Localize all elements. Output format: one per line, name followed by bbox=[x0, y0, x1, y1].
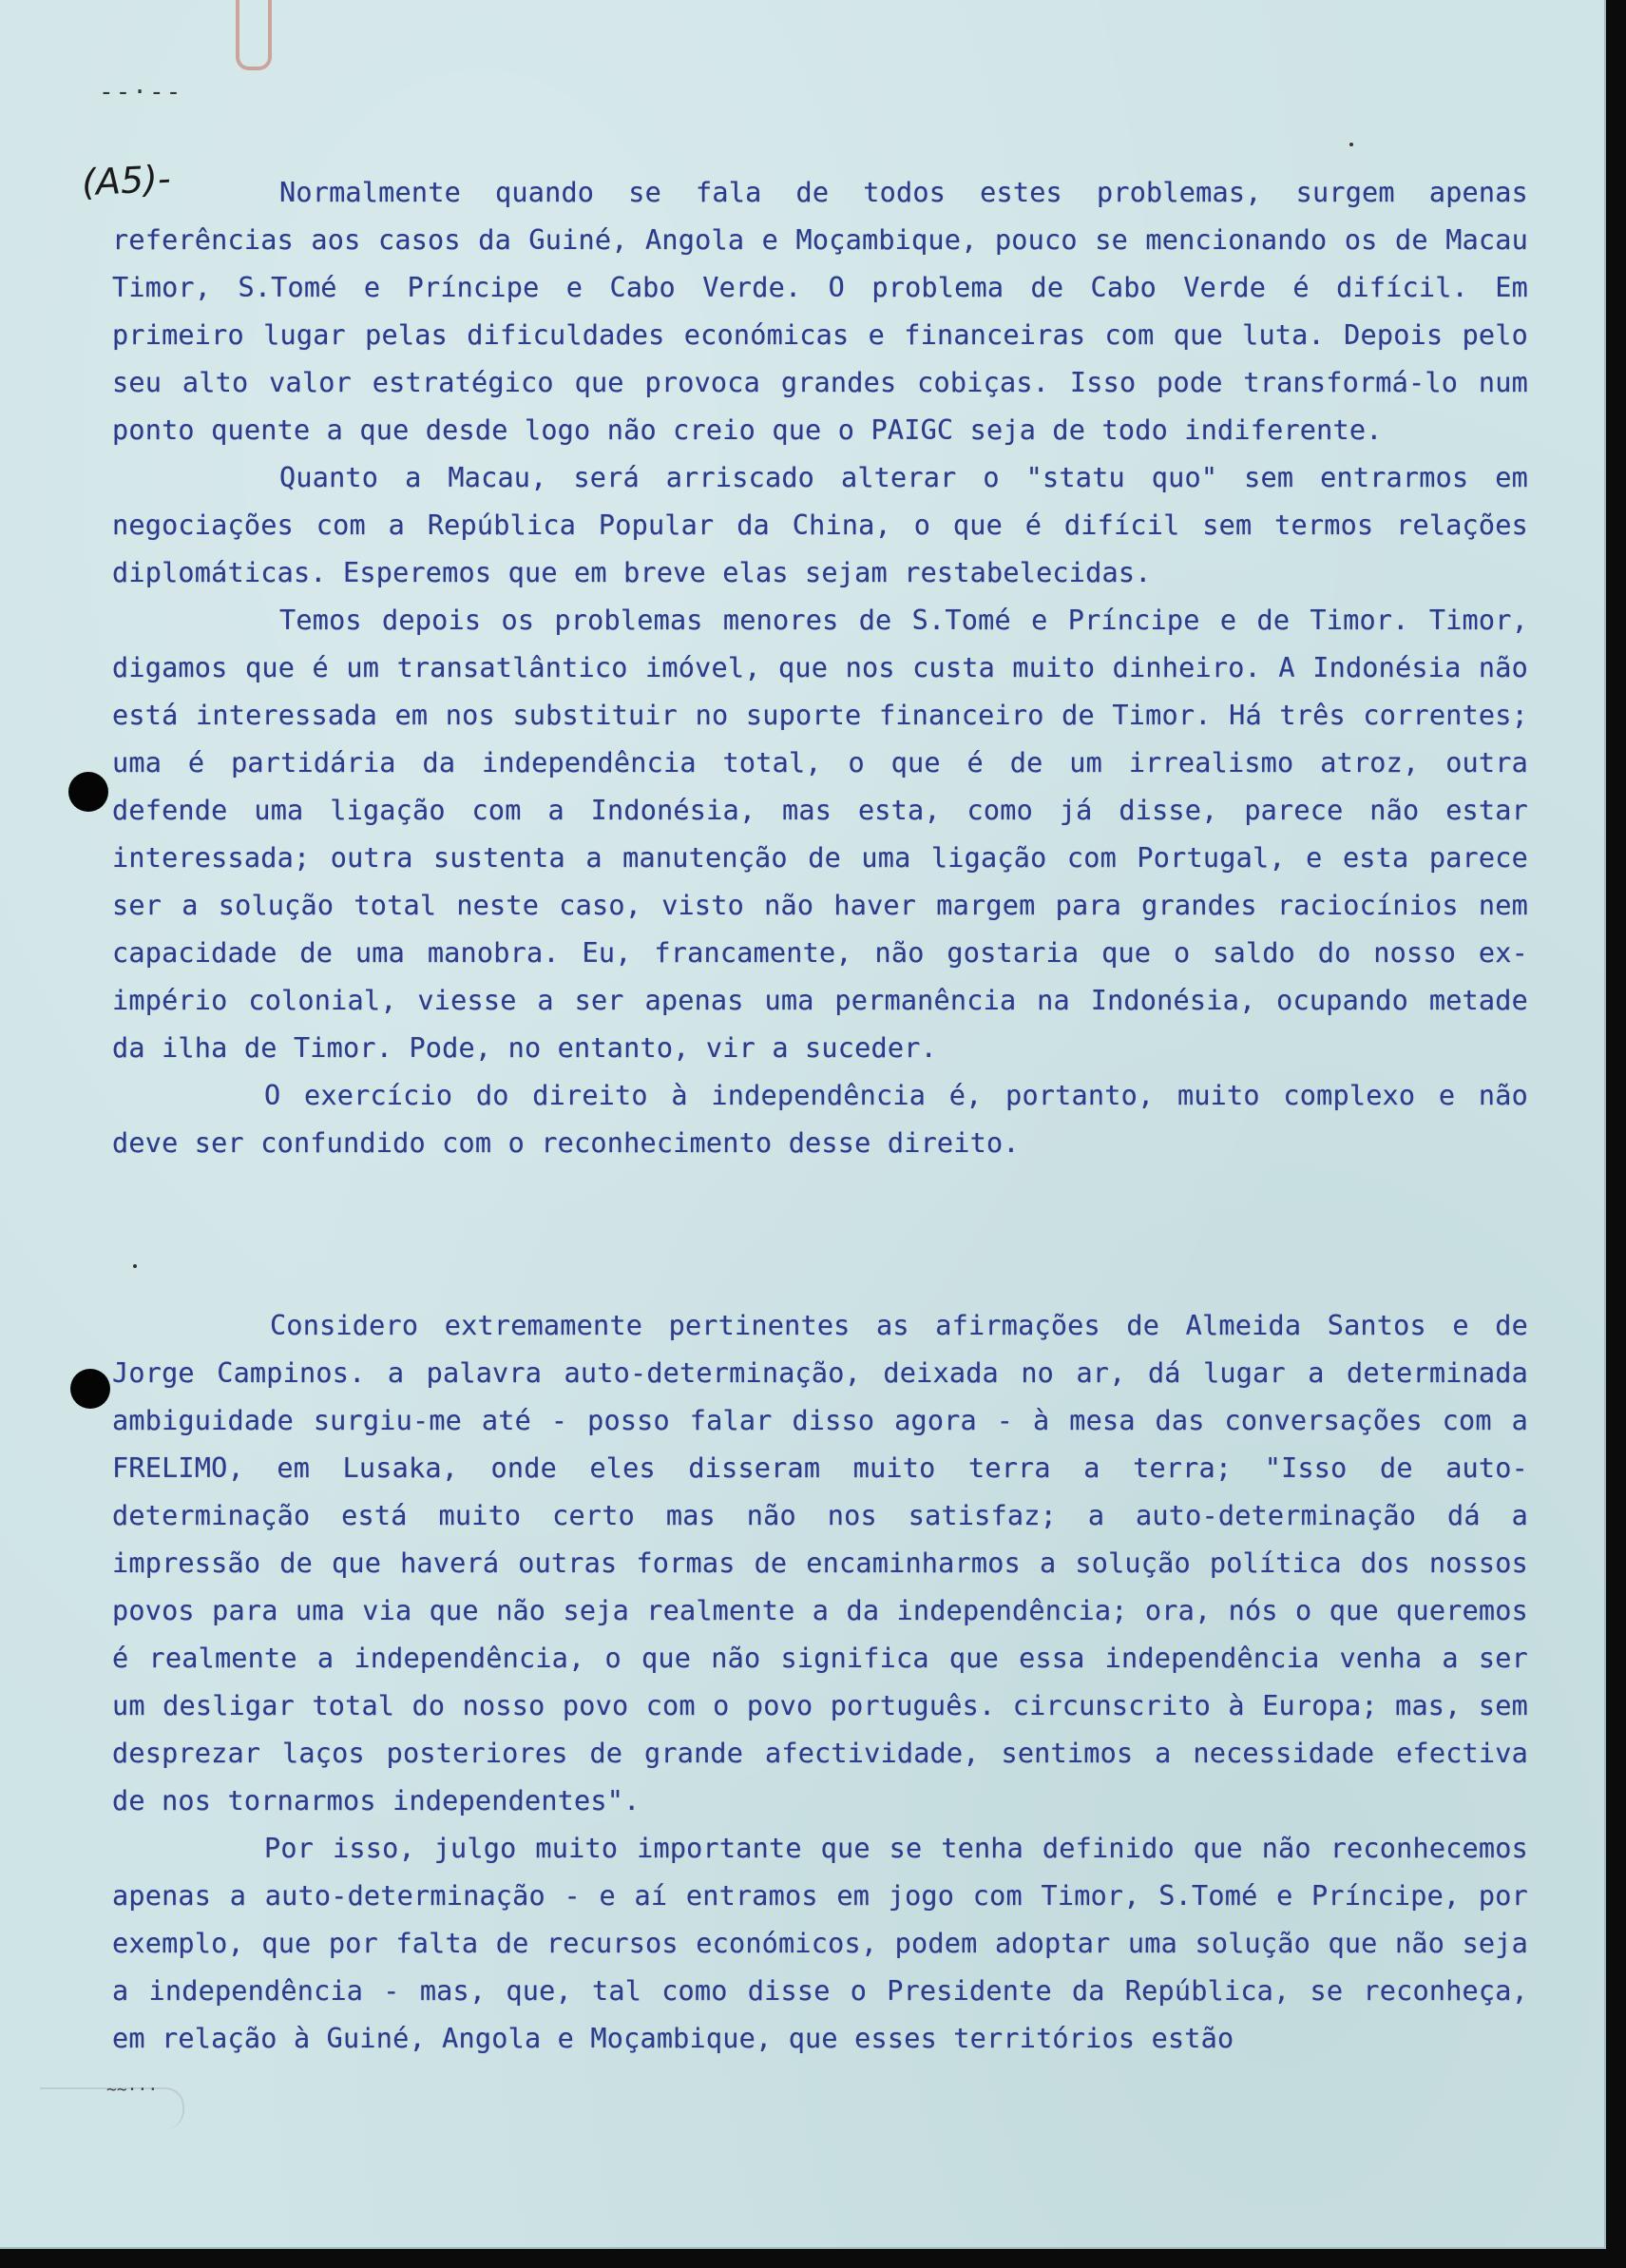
punch-hole bbox=[70, 1369, 110, 1409]
ink-speck bbox=[1349, 143, 1353, 146]
ink-speck bbox=[133, 1264, 137, 1268]
bottom-dash-mark: ~~··· bbox=[106, 2080, 159, 2100]
paragraph-2: Quanto a Macau, será arriscado alterar o "statu quo" sem entrarmos em negociações com a República Popular da China, o que é difícil sem termos relações diplomáticas. Esperemos que em breve elas sejam restabelecidas. bbox=[112, 462, 1528, 588]
typed-section-1 bbox=[112, 169, 1528, 1167]
handwritten-page-annotation: (A5)- bbox=[80, 157, 172, 204]
paragraph-5: Considero extremamente pertinentes as afirmações de Almeida Santos e de Jorge Campinos. a palavra auto-determinação, deixada no ar, dá lugar a determinada ambiguidade surgiu-me até - posso falar disso agora - à mesa das conversações com a FRELIMO, em Lusaka, onde eles disseram muito terra a terra; "Isso de auto-determinação está muito certo mas não nos satisfaz; a auto-determinação dá a impressão de que haverá outras formas de encaminharmos a solução política dos nossos povos para uma via que não seja realmente a da independência; ora, nós o que queremos é realmente a independência, o que não significa que essa independência venha a ser um desligar total do nosso povo com o povo português. circunscrito à Europa; mas, sem desprezar laços posteriores de grande afectividade, sentimos a necessidade efectiva de nos tornarmos independentes". bbox=[112, 1310, 1528, 1816]
paragraph-6: Por isso, julgo muito importante que se tenha definido que não reconhecemos apenas a auto-determinação - e aí entramos em jogo com Timor, S.Tomé e Príncipe, por exemplo, que por falta de recursos económicos, podem adoptar uma solução que não seja a independência - mas, que, tal como disse o Presidente da República, se reconheça, em relação à Guiné, Angola e Moçambique, que esses territórios estão bbox=[112, 1833, 1528, 2054]
red-ink-mark bbox=[236, 0, 272, 70]
top-dash-mark: --·-- bbox=[99, 78, 183, 106]
typed-section-2 bbox=[112, 1302, 1528, 2063]
paragraph-1: Normalmente quando se fala de todos estes problemas, surgem apenas referências aos casos da Guiné, Angola e Moçambique, pouco se mencionando os de Macau Timor, S.Tomé e Príncipe e Cabo Verde. O problema de Cabo Verde é difícil. Em primeiro lugar pelas dificuldades económicas e financeiras com que luta. Depois pelo seu alto valor estratégico que provoca grandes cobiças. Isso pode transformá-lo num ponto quente a que desde logo não creio que o PAIGC seja de todo indiferente. bbox=[112, 177, 1528, 446]
paragraph-3: Temos depois os problemas menores de S.Tomé e Príncipe e de Timor. Timor, digamos que é um transatlântico imóvel, que nos custa muito dinheiro. A Indonésia não está interessada em nos substituir no suporte financeiro de Timor. Há três correntes; uma é partidária da independência total, o que é de um irrealismo atroz, outra defende uma ligação com a Indonésia, mas esta, como já disse, parece não estar interessada; outra sustenta a manutenção de uma ligação com Portugal, e esta parece ser a solução total neste caso, visto não haver margem para grandes raciocínios nem capacidade de uma manobra. Eu, francamente, não gostaria que o saldo do nosso ex-império colonial, viesse a ser apenas uma permanência na Indonésia, ocupando metade da ilha de Timor. Pode, no entanto, vir a suceder. bbox=[112, 605, 1528, 1064]
paragraph-4: O exercício do direito à independência é, portanto, muito complexo e não deve ser confundido com o reconhecimento desse direito. bbox=[112, 1080, 1528, 1159]
punch-hole bbox=[68, 772, 108, 812]
